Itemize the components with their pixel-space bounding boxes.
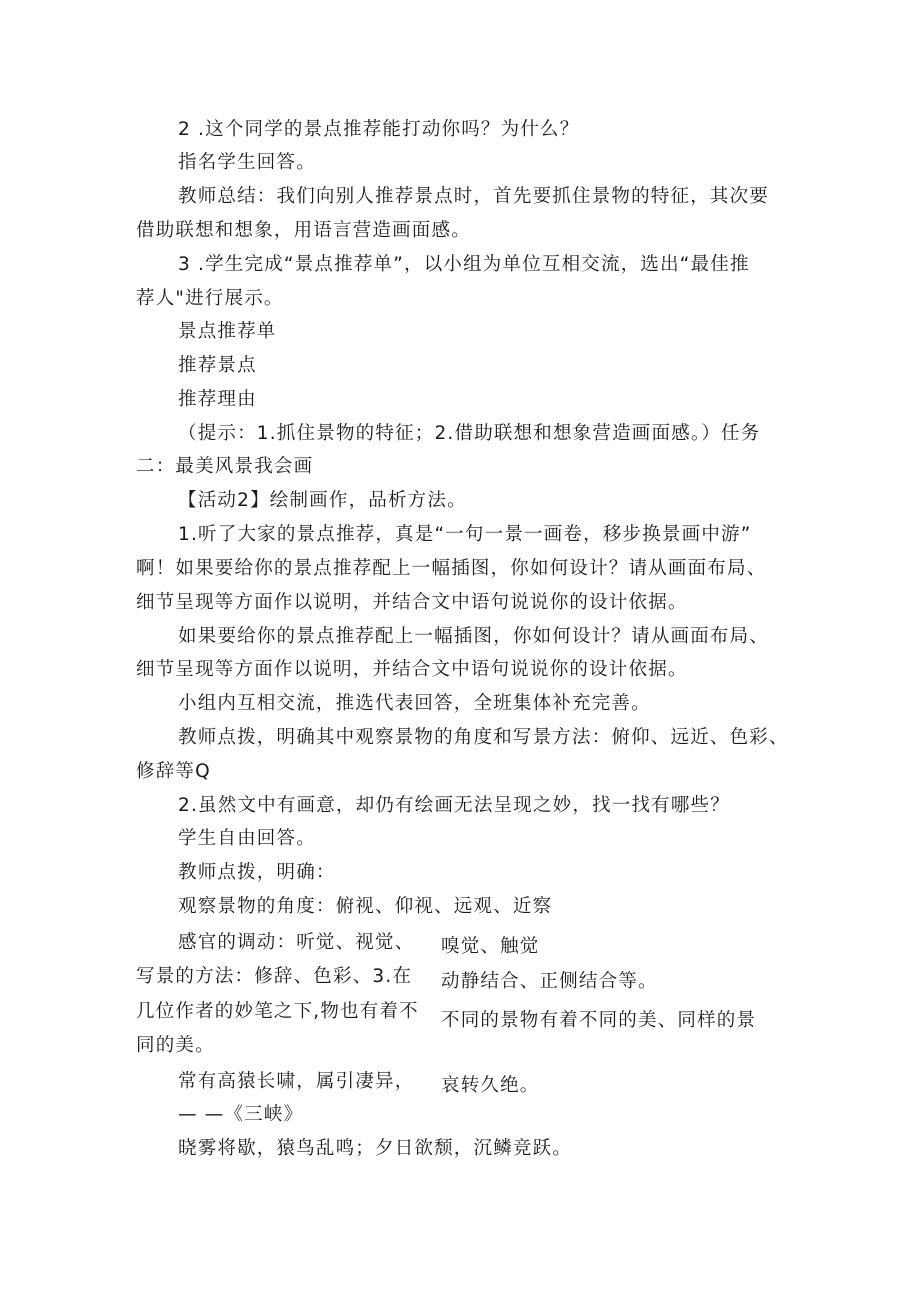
text-line: 【活动2】绘制画作，品析方法。 <box>178 490 467 511</box>
text-line: 教师总结：我们向别人推荐景点时，首先要抓住景物的特征，其次要 <box>178 186 770 207</box>
text-line: 动静结合、正侧结合等。 <box>441 971 658 992</box>
text-line: 晓雾将歇，猿鸟乱鸣；夕日欲颓，沉鳞竞跃。 <box>178 1138 573 1159</box>
text-line: — —《三峡》 <box>178 1104 304 1125</box>
text-line: 同的美。 <box>136 1035 215 1056</box>
text-line: 推荐景点 <box>178 355 257 376</box>
text-line: 哀转久绝。 <box>441 1075 540 1096</box>
text-line: 嗅觉、触觉 <box>441 936 540 957</box>
text-line: 观察景物的角度：俯视、仰视、远观、近察 <box>178 896 553 917</box>
text-line: 学生自由回答。 <box>178 828 316 849</box>
text-line: 荐人"进行展示。 <box>136 288 284 309</box>
text-line: 常有高猿长啸，属引凄异， <box>178 1071 415 1092</box>
text-line: 1.听了大家的景点推荐，真是“一句一景一画卷，移步换景画中游” <box>178 524 752 545</box>
text-line: 修辞等Q <box>136 761 211 782</box>
text-line: 如果要给你的景点推荐配上一幅插图，你如何设计？请从画面布局、 <box>178 626 770 647</box>
text-line: 细节呈现等方面作以说明，并结合文中语句说说你的设计依据。 <box>136 659 688 680</box>
text-line: 教师点拨，明确： <box>178 862 336 883</box>
text-line: 推荐理由 <box>178 389 257 410</box>
text-line: 细节呈现等方面作以说明，并结合文中语句说说你的设计依据。 <box>136 592 688 613</box>
text-line: 二：最美风景我会画 <box>136 456 314 477</box>
text-line: 2 .这个同学的景点推荐能打动你吗？为什么？ <box>178 119 580 140</box>
text-line: 教师点拨，明确其中观察景物的角度和写景方法：俯仰、远近、色彩、 <box>178 727 789 748</box>
text-line: 写景的方法：修辞、色彩、3.在 <box>136 966 413 987</box>
text-line: 景点推荐单 <box>178 321 277 342</box>
text-line: 指名学生回答。 <box>178 152 316 173</box>
text-line: （提示：1.抓住景物的特征；2.借助联想和想象营造画面感。）任务 <box>178 423 761 444</box>
text-line: 借助联想和想象，用语言营造画面感。 <box>136 220 471 241</box>
text-line: 3 .学生完成“景点推荐单”，以小组为单位互相交流，选出“最佳推 <box>178 254 750 275</box>
text-line: 感官的调动：听觉、视觉、 <box>178 932 415 953</box>
text-line: 小组内互相交流，推选代表回答，全班集体补充完善。 <box>178 693 651 714</box>
text-line: 不同的景物有着不同的美、同样的景 <box>441 1010 757 1031</box>
text-line: 几位作者的妙笔之下,物也有着不 <box>136 1001 419 1022</box>
text-line: 啊！如果要给你的景点推荐配上一幅插图，你如何设计？请从画面布局、 <box>136 558 767 579</box>
text-line: 2.虽然文中有画意，却仍有绘画无法呈现之妙，找一找有哪些？ <box>178 795 730 816</box>
